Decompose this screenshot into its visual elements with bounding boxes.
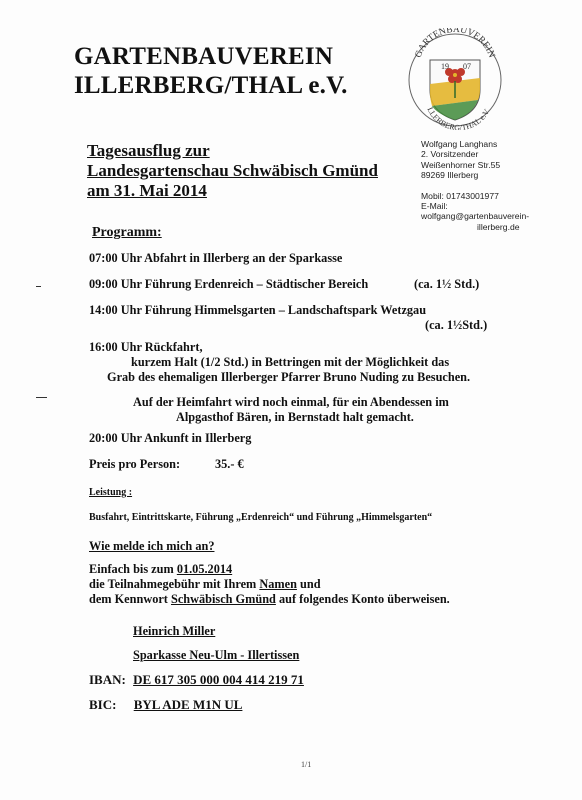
anmeldung-line2-text: die Teilnahmegebühr mit Ihrem: [89, 577, 260, 591]
anmeldung-line3-text: dem Kennwort: [89, 592, 171, 606]
programm-note-line1: Auf der Heimfahrt wird noch einmal, für ein Abendessen im: [133, 395, 449, 409]
recipient-name: Heinrich Miller: [133, 624, 216, 638]
anmeldung-line2-end: und: [296, 577, 321, 591]
contact-email-label: E-Mail:: [421, 201, 448, 212]
anmeldung-line3-end: auf folgendes Konto überweisen.: [275, 592, 450, 606]
programm-item-erdenreich: 09:00 Uhr Führung Erdenreich – Städtischer Bereich: [89, 277, 369, 291]
bic-value: BYL ADE M1N UL: [133, 697, 243, 712]
logo-bottom-text: LLERBERG/THAL e.V: [425, 105, 491, 130]
page-number: 1/1: [301, 760, 312, 769]
event-line2: Landesgartenschau Schwäbisch Gmünd: [87, 161, 378, 180]
anmeldung-keyword: Schwäbisch Gmünd: [170, 592, 276, 606]
bank-name: Sparkasse Neu-Ulm - Illertissen: [133, 648, 300, 662]
club-title-line1: GARTENBAUVEREIN: [74, 43, 334, 70]
logo-top-text: GARTENBAUVEREIN: [413, 28, 497, 60]
event-line3: am 31. Mai 2014: [87, 181, 207, 200]
logo-year-left: 19: [441, 62, 449, 71]
anmeldung-name-word: Namen: [259, 577, 297, 591]
bic-row: [89, 697, 242, 713]
programm-item-himmelsgarten: 14:00 Uhr Führung Himmelsgarten – Landschaftspark Wetzgau: [89, 303, 427, 317]
anmeldung-line2: [89, 577, 321, 592]
programm-item-erdenreich-duration: (ca. 1½ Std.): [414, 277, 480, 291]
leistung-text: Busfahrt, Eintrittskarte, Führung „Erdenreich“ und Führung „Himmelsgarten“: [89, 512, 433, 523]
programm-item-rueckfahrt-line2: kurzem Halt (1/2 Std.) in Bettringen mit der Möglichkeit das: [131, 355, 450, 369]
programm-item-rueckfahrt-line3: Grab des ehemaligen Illerberger Pfarrer Bruno Nuding zu Besuchen.: [107, 370, 471, 384]
scan-mark-2: [36, 397, 47, 398]
scan-mark-1: [36, 286, 41, 287]
programm-item-abfahrt: 07:00 Uhr Abfahrt in Illerberg an der Sparkasse: [89, 251, 343, 265]
club-title-line2: ILLERBERG/THAL e.V.: [74, 72, 348, 99]
price-label: Preis pro Person:: [89, 457, 181, 471]
iban-row: [89, 672, 304, 688]
bic-label: BIC:: [89, 697, 117, 712]
anmeldung-heading: Wie melde ich mich an?: [89, 539, 215, 553]
logo-year-right: 07: [463, 62, 471, 71]
iban-value: DE 617 305 000 004 414 219 71: [133, 672, 304, 687]
programm-item-ankunft: 20:00 Uhr Ankunft in Illerberg: [89, 431, 252, 445]
anmeldung-line1-text: Einfach bis zum: [89, 562, 177, 576]
anmeldung-line3: [89, 592, 450, 607]
contact-email-line2: illerberg.de: [477, 221, 520, 232]
programm-note-line2: Alpgasthof Bären, in Bernstadt halt gemacht.: [176, 410, 414, 424]
programm-item-rueckfahrt: 16:00 Uhr Rückfahrt,: [89, 340, 203, 354]
contact-block: [421, 139, 529, 232]
leistung-heading: Leistung :: [89, 487, 133, 498]
club-logo: [405, 28, 505, 130]
deadline-date: 01.05.2014: [176, 562, 233, 576]
programm-item-himmelsgarten-duration: (ca. 1½Std.): [425, 318, 488, 332]
price-value: 35.- €: [215, 457, 244, 471]
contact-city: 89269 Illerberg: [421, 170, 479, 181]
contact-mobile: Mobil: 01743001977: [421, 190, 499, 201]
contact-street: Weißenhorner Str.55: [421, 159, 501, 170]
contact-email-line1: wolfgang@gartenbauverein-: [421, 211, 530, 222]
contact-role: 2. Vorsitzender: [421, 149, 479, 160]
programm-heading: Programm:: [92, 225, 162, 240]
contact-name: Wolfgang Langhans: [421, 139, 498, 149]
iban-label: IBAN:: [89, 672, 126, 687]
anmeldung-line1: [89, 562, 232, 577]
event-line1: Tagesausflug zur: [87, 141, 210, 160]
